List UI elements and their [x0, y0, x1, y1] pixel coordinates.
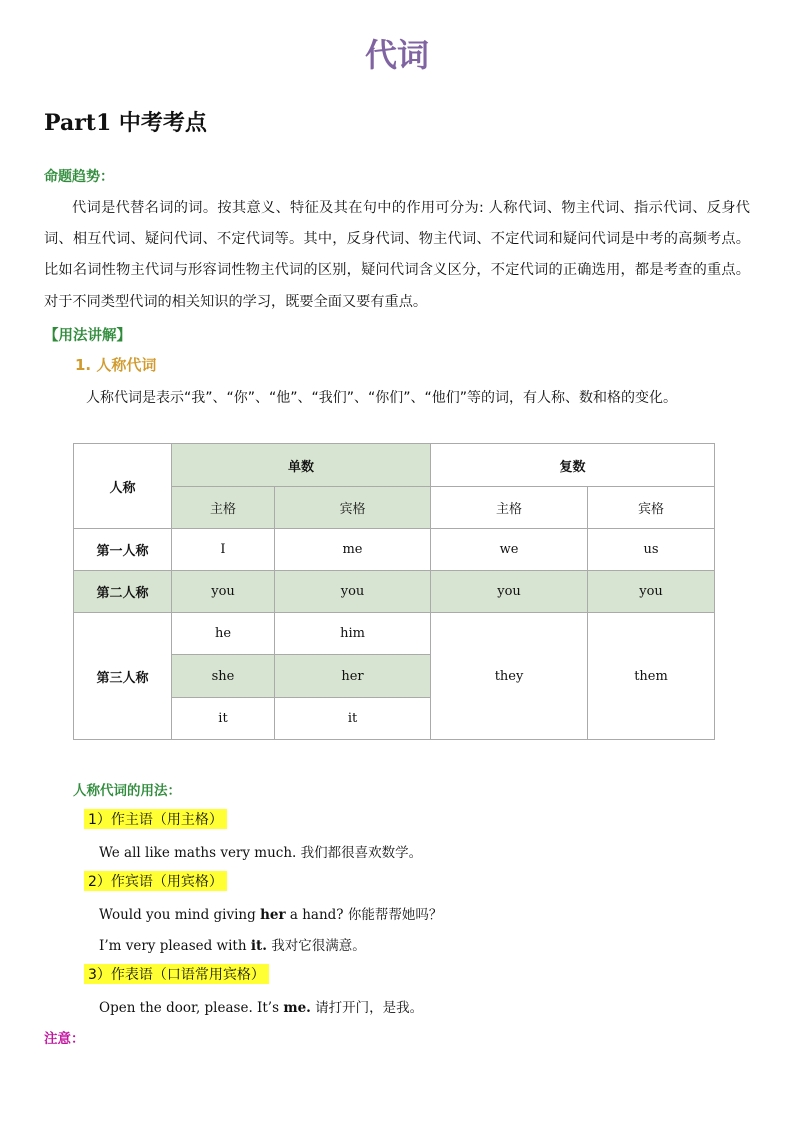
cell-singular-objective: him — [275, 613, 431, 655]
cell-singular-nominative: I — [172, 529, 275, 571]
row-label: 第一人称 — [74, 529, 172, 571]
page-title: 代词 — [364, 36, 429, 74]
section-title: 1. 人称代词 — [75, 356, 157, 374]
usage-heading: 【用法讲解】 — [44, 328, 131, 344]
usage-heading-predicative: 3）作表语（口语常用宾格） — [84, 964, 269, 984]
header-person: 人称 — [74, 444, 172, 529]
header-singular: 单数 — [172, 444, 431, 487]
header-plural-nominative: 主格 — [431, 487, 588, 529]
cell-singular-objective: me — [275, 529, 431, 571]
example-keyword: her — [260, 907, 286, 923]
section-description: 人称代词是表示“我”、“你”、“他”、“我们”、“你们”、“他们”等的词，有人称、数和格的变化。 — [86, 390, 678, 406]
example-sentence — [99, 996, 423, 1016]
cell-plural-nominative: you — [431, 571, 588, 613]
header-plural: 复数 — [431, 444, 715, 487]
example-text: We all like maths very much. 我们都很喜欢数学。 — [99, 845, 423, 861]
cell-plural-objective: them — [588, 613, 715, 740]
header-singular-objective: 宾格 — [275, 487, 431, 529]
cell-plural-objective: us — [588, 529, 715, 571]
table-row-third-person — [74, 613, 715, 655]
row-label: 第三人称 — [74, 613, 172, 740]
usage-heading-object: 2）作宾语（用宾格） — [84, 871, 227, 891]
table-row-second-person — [74, 571, 715, 613]
cell-singular-objective: you — [275, 571, 431, 613]
example-text: 我对它很满意。 — [266, 938, 366, 954]
example-keyword: it. — [250, 938, 267, 954]
usage-heading-subject: 1）作主语（用主格） — [84, 809, 227, 829]
note-label: 注意： — [44, 1031, 85, 1047]
example-text: a hand? 你能帮帮她吗？ — [285, 907, 443, 923]
row-label: 第二人称 — [74, 571, 172, 613]
cell-plural-nominative: they — [431, 613, 588, 740]
cell-singular-nominative: it — [172, 698, 275, 740]
example-text: Open the door, please. It’s — [99, 1000, 284, 1016]
intro-paragraph: 代词是代替名词的词。按其意义、特征及其在句中的作用可分为: 人称代词、物主代词、指示代词、反身代词、相互代词、疑问代词、不定代词等。其中，反身代词、物主代词、不定代词和疑问代词是中考的高频考点。比如名词性物主代词与形容词性物主代词的区别，疑问代词含义区分，不定代词的正确选用，都是考查的重点。对于不同类型代词的相关知识的学习，既要全面又要有重点。 — [44, 200, 750, 310]
header-plural-objective: 宾格 — [588, 487, 715, 529]
header-singular-nominative: 主格 — [172, 487, 275, 529]
example-sentence — [99, 903, 442, 923]
example-text: 请打开门，是我。 — [310, 1000, 424, 1016]
trend-label: 命题趋势： — [44, 169, 114, 185]
table-row-first-person — [74, 529, 715, 571]
personal-pronoun-table — [73, 443, 715, 740]
example-sentence — [99, 841, 422, 861]
example-text: I’m very pleased with — [99, 938, 251, 954]
example-sentence — [99, 934, 366, 954]
cell-plural-objective: you — [588, 571, 715, 613]
cell-singular-objective: her — [275, 655, 431, 698]
usage-label: 人称代词的用法： — [73, 783, 181, 799]
cell-singular-objective: it — [275, 698, 431, 740]
cell-singular-nominative: he — [172, 613, 275, 655]
cell-singular-nominative: she — [172, 655, 275, 698]
example-text: Would you mind giving — [99, 907, 261, 923]
part-heading: Part1 中考考点 — [44, 110, 207, 136]
example-keyword: me. — [283, 1000, 311, 1016]
cell-plural-nominative: we — [431, 529, 588, 571]
cell-singular-nominative: you — [172, 571, 275, 613]
